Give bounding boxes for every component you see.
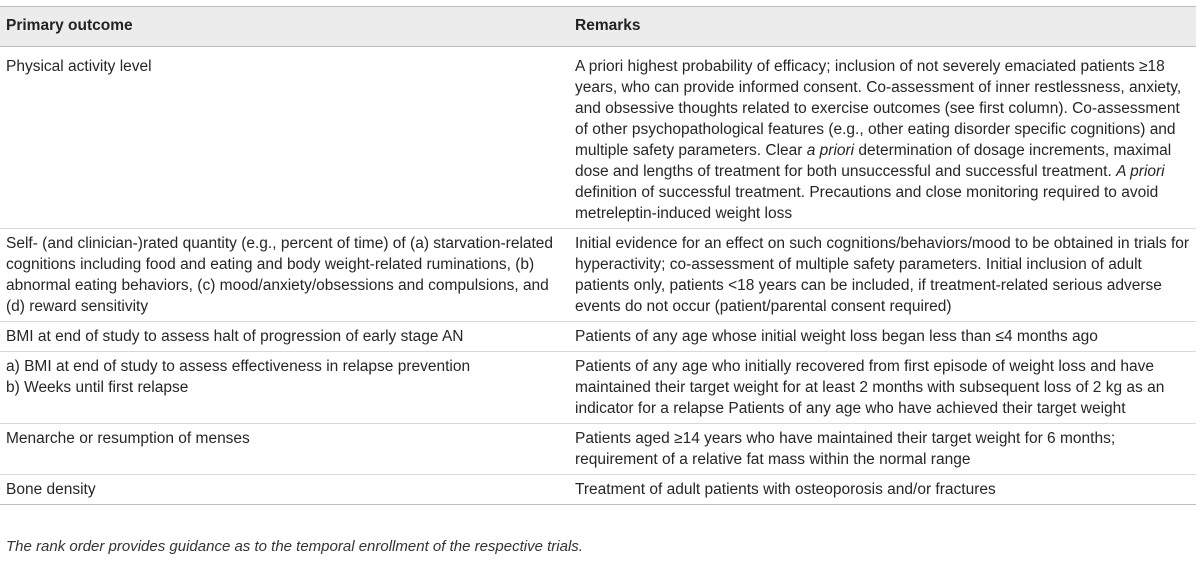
header-row — [0, 7, 1196, 47]
outcomes-table-container — [0, 6, 1196, 505]
outcome-line-b: b) Weeks until first relapse — [6, 379, 189, 396]
outcome-cell: Self- (and clinician-)rated quantity (e.g., percent of time) of (a) starvation-related cognitions including food and eating and body weight-related ruminations, (b) abnormal eating behaviors, (c) mood/anxiety/obsessions and compulsions, and (d) reward sensitivity — [0, 229, 569, 322]
table-row — [0, 47, 1196, 229]
remarks-cell — [569, 47, 1196, 229]
table-footnote: The rank order provides guidance as to the temporal enrollment of the respective trials. — [6, 538, 583, 555]
remarks-text: determination of dosage increments, maximal dose and lengths of treatment for both unsuccessful and successful treatment. — [575, 142, 1172, 180]
outcomes-table — [0, 6, 1196, 505]
remarks-emphasis: A priori — [1116, 163, 1165, 180]
header-remarks: Remarks — [575, 17, 641, 34]
outcome-cell: Physical activity level — [0, 47, 569, 229]
remarks-emphasis: a priori — [806, 142, 855, 159]
outcome-cell — [0, 352, 569, 424]
table-row — [0, 229, 1196, 322]
remarks-cell: Patients of any age whose initial weight loss began less than ≤4 months ago — [569, 322, 1196, 352]
remarks-text: definition of successful treatment. Precautions and close monitoring required to avoid metreleptin-induced weight loss — [575, 184, 1159, 222]
table-body — [0, 47, 1196, 505]
outcome-cell: Bone density — [0, 475, 569, 505]
table-header — [0, 7, 1196, 47]
remarks-cell: Patients aged ≥14 years who have maintained their target weight for 6 months; requirement of a relative fat mass within the normal range — [569, 424, 1196, 475]
table-row — [0, 352, 1196, 424]
remarks-cell: Initial evidence for an effect on such cognitions/behaviors/mood to be obtained in trials for hyperactivity; co-assessment of multiple safety parameters. Initial inclusion of adult patients only, patients <18 years can be included, if treatment-related serious adverse events do not occur (patient/parental consent required) — [569, 229, 1196, 322]
header-primary-outcome: Primary outcome — [6, 17, 133, 34]
table-row — [0, 424, 1196, 475]
outcome-cell: Menarche or resumption of menses — [0, 424, 569, 475]
remarks-cell: Treatment of adult patients with osteoporosis and/or fractures — [569, 475, 1196, 505]
remarks-text: A priori highest probability of efficacy; inclusion of not severely emaciated patients ≥18 years, who can provide informed consent. Co-assessment of inner restlessness, anxiety, and obsessive thoughts related to exercise outcomes (see first column). Co-assessment of other psychopathological features (e.g., other eating disorder specific cognitions) and multiple safety parameters. Clear — [575, 58, 1182, 159]
outcome-cell: BMI at end of study to assess halt of progression of early stage AN — [0, 322, 569, 352]
remarks-cell: Patients of any age who initially recovered from first episode of weight loss and have maintained their target weight for at least 2 months with subsequent loss of 2 kg as an indicator for a relapse Patients of any age who have achieved their target weight — [569, 352, 1196, 424]
table-row — [0, 475, 1196, 505]
table-row — [0, 322, 1196, 352]
outcome-line-a: a) BMI at end of study to assess effectiveness in relapse prevention — [6, 358, 471, 375]
